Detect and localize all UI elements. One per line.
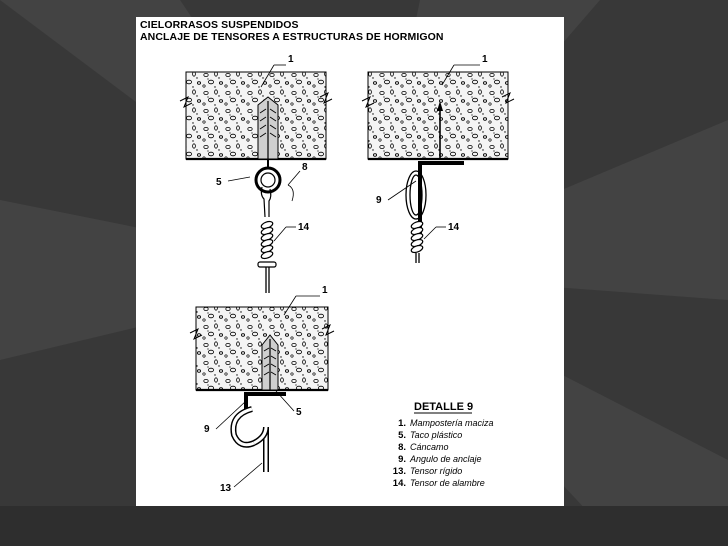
legend-item: [398, 430, 462, 441]
detail-top-right: [362, 54, 514, 263]
callout-1: 1: [482, 54, 488, 65]
callout-13: 13: [220, 483, 232, 494]
svg-text:13.: 13.: [392, 466, 406, 477]
svg-text:Tensor de alambre: Tensor de alambre: [410, 478, 485, 488]
legend-item: [398, 454, 482, 465]
concrete-slab: [186, 72, 326, 159]
callout-8: 8: [302, 162, 308, 173]
callout-5: 5: [296, 407, 302, 418]
callout-14: 14: [298, 222, 310, 233]
svg-text:5.: 5.: [398, 430, 406, 441]
legend: [393, 401, 494, 489]
svg-text:1.: 1.: [398, 418, 406, 429]
callout-14: 14: [448, 222, 460, 233]
drawing-title: CIELORRASOS SUSPENDIDOS: [140, 19, 299, 31]
svg-text:Cáncamo: Cáncamo: [410, 442, 449, 452]
svg-text:Angulo de anclaje: Angulo de anclaje: [410, 454, 482, 464]
drawing-subtitle: ANCLAJE DE TENSORES A ESTRUCTURAS DE HORMIGON: [140, 31, 444, 43]
callout-9: 9: [376, 195, 382, 206]
svg-text:Tensor rígido: Tensor rígido: [410, 466, 463, 476]
legend-title: DETALLE 9: [414, 401, 474, 413]
legend-item: [393, 478, 485, 489]
detail-bottom: [190, 285, 334, 494]
legend-item: [398, 442, 448, 453]
detail-top-left: [180, 54, 332, 293]
callout-1: 1: [322, 285, 328, 296]
anchor-details-drawing: [136, 17, 564, 506]
svg-text:14.: 14.: [392, 478, 406, 489]
callout-1: 1: [288, 54, 294, 65]
wire-twist: [260, 220, 273, 260]
svg-text:9.: 9.: [398, 454, 406, 465]
svg-text:Taco plástico: Taco plástico: [410, 430, 463, 440]
legend-item: [398, 418, 493, 429]
drawing-sheet: [136, 17, 564, 506]
callout-5: 5: [216, 177, 222, 188]
wire-twist: [410, 220, 423, 254]
legend-item: [393, 466, 462, 477]
svg-text:Mampostería maciza: Mampostería maciza: [410, 418, 494, 428]
concrete-slab: [368, 72, 508, 159]
svg-text:8.: 8.: [398, 442, 406, 453]
eye-bolt: [256, 168, 280, 192]
callout-9: 9: [204, 424, 210, 435]
